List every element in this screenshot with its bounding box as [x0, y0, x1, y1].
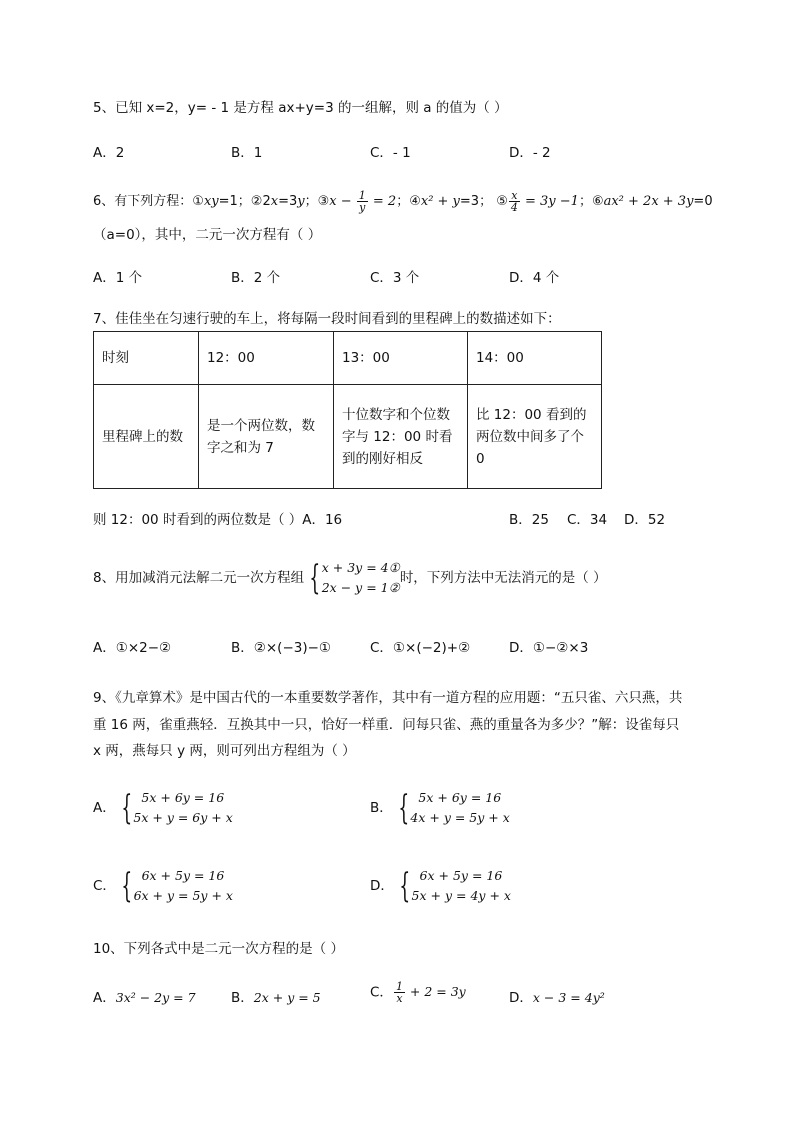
q8-suffix: 时，下列方法中无法消元的是（ ）: [399, 570, 607, 586]
q6-eq1: xy: [203, 194, 219, 209]
q9-line-3: x 两，燕每只 y 两，则可列出方程组为（ ）: [93, 743, 356, 759]
q9-line-2: 重 16 两，雀重燕轻．互换其中一只，恰好一样重．问每只雀、燕的重量各为多少？”解：设雀每只: [93, 717, 680, 733]
q7-header-cell: 14：00: [468, 332, 602, 385]
q5-option-a: A．2: [93, 145, 125, 161]
q7-row-cell: 是一个两位数，数字之和为 7: [199, 385, 334, 489]
q6-text7: =0: [693, 194, 713, 209]
q6-eq7: ax² + 2x + 3y: [603, 194, 694, 209]
q6-eq6: $\frac{x}{4}$ = 3y −1: [510, 189, 579, 214]
q7-header-cell: 13：00: [334, 332, 468, 385]
q6-text6: ；⑥: [578, 194, 604, 209]
q7-table: [93, 331, 602, 489]
q10-option-c: C． $\frac{1}{x}$ + 2 = 3y: [370, 980, 466, 1005]
q7-header-cell: 12：00: [199, 332, 334, 385]
q8-system: [304, 558, 400, 598]
q8-system-eq1: x + 3y = 4①: [321, 560, 400, 575]
q6-line-1: [93, 190, 713, 213]
left-brace-icon: {: [121, 788, 132, 828]
q9-line-1: 9、《九章算术》是中国古代的一本重要数学著作，其中有一道方程的应用题：“五只雀、六只燕，共: [93, 690, 683, 706]
left-brace-icon: {: [398, 788, 409, 828]
q9-option-b: B． { 5x + 6y = 16 4x + y = 5y + x: [370, 788, 510, 828]
q10-stem: 10、下列各式中是二元一次方程的是（ ）: [93, 941, 344, 957]
q6-line-2: （a=0），其中，二元一次方程有（ ）: [93, 227, 322, 243]
q9-option-c: C． { 6x + 5y = 16 6x + y = 5y + x: [93, 866, 233, 906]
q8-option-a: A．①×2−②: [93, 640, 172, 656]
q5-stem: 5、已知 x=2，y= - 1 是方程 ax+y=3 的一组解，则 a 的值为（ ）: [93, 100, 508, 116]
q7-stem: 7、佳佳坐在匀速行驶的车上，将每隔一段时间看到的里程碑上的数描述如下：: [93, 311, 561, 327]
q7-table-header-row: [94, 332, 602, 385]
q6-eq3: y: [297, 194, 305, 209]
q5-option-d: D．- 2: [509, 145, 551, 161]
q7-option-d: D．52: [624, 512, 666, 528]
q8-option-b: B．②×(−3)−①: [231, 640, 332, 656]
q5-option-c: C．- 1: [370, 145, 411, 161]
q6-text2: =3: [278, 194, 298, 209]
q7-answer-line: 则 12：00 时看到的两位数是（ ）A．16: [93, 512, 343, 528]
q7-row-cell: 里程碑上的数: [94, 385, 199, 489]
q8-line: [93, 557, 607, 599]
q6-text4: ；④: [396, 194, 421, 209]
q7-option-b: B．25: [509, 512, 549, 528]
q9-option-d: D． { 6x + 5y = 16 5x + y = 4y + x: [370, 866, 511, 906]
left-brace-icon: {: [121, 866, 133, 906]
q7-header-cell: 时刻: [94, 332, 199, 385]
q7-option-c: C．34: [567, 512, 608, 528]
q9-option-a: A． { 5x + 6y = 16 5x + y = 6y + x: [93, 788, 233, 828]
q5-option-b: B．1: [231, 145, 263, 161]
q7-table-row: [94, 385, 602, 489]
q8-prefix: 8、用加减消元法解二元一次方程组: [93, 570, 305, 586]
q6-text1: =1；②2: [218, 194, 271, 209]
q10-option-a: A．3x² − 2y = 7: [93, 990, 196, 1006]
q10-option-b: B．2x + y = 5: [231, 990, 321, 1006]
q6-text5: =3； ⑤: [459, 194, 508, 209]
q7-row-cell: 比 12：00 看到的两位数中间多了个 0: [468, 385, 602, 489]
q6-text3: ；③: [304, 194, 330, 209]
q6-eq2: x: [270, 194, 279, 209]
q6-option-d: D．4 个: [509, 270, 560, 286]
q6-option-b: B．2 个: [231, 270, 281, 286]
q10-option-d: D．x − 3 = 4y²: [509, 990, 605, 1006]
left-brace-icon: {: [399, 866, 411, 906]
left-brace-icon: {: [309, 558, 321, 598]
q6-option-a: A．1 个: [93, 270, 143, 286]
q8-system-eq2: 2x − y = 1②: [321, 580, 400, 595]
q7-row-cell: 十位数字和个位数字与 12：00 时看到的刚好相反: [334, 385, 468, 489]
q6-eq4: x − $\frac{1}{y}$ = 2: [329, 189, 397, 214]
q8-option-c: C．①×(−2)+②: [370, 640, 471, 656]
q8-option-d: D．①−②×3: [509, 640, 589, 656]
q6-prefix: 6、有下列方程：①: [93, 194, 204, 209]
q6-option-c: C．3 个: [370, 270, 420, 286]
q6-eq5: x² + y: [420, 194, 460, 209]
